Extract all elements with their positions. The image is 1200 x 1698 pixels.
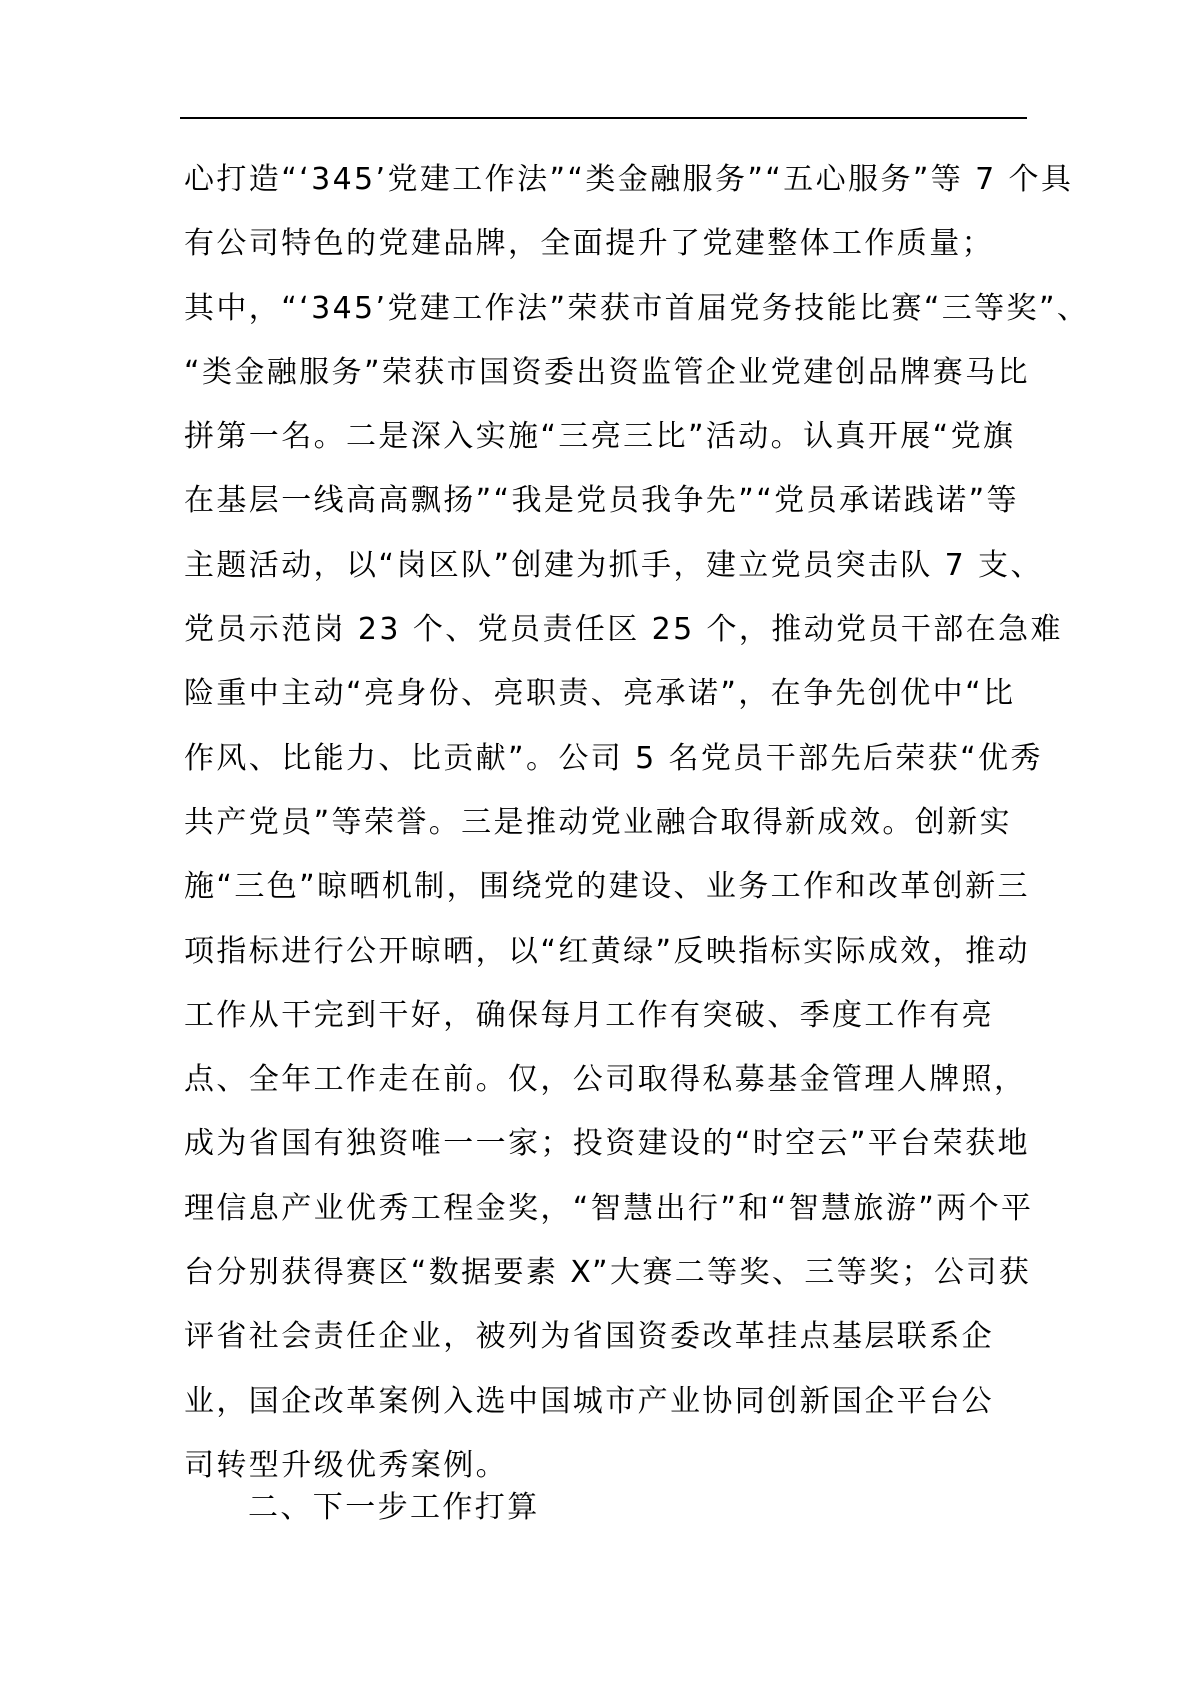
text-line: 项指标进行公开晾晒，以“红黄绿”反映指标实际成效，推动 bbox=[184, 933, 1030, 969]
section-heading: 二、下一步工作打算 bbox=[248, 1490, 540, 1525]
text-line: 其中，“‘345’党建工作法”荣获市首届党务技能比赛“三等奖”、 bbox=[184, 290, 1090, 326]
header-rule bbox=[180, 117, 1027, 119]
text-line: 评省社会责任企业，被列为省国资委改革挂点基层联系企 bbox=[184, 1319, 994, 1355]
text-line: 心打造“‘345’党建工作法”“类金融服务”“五心服务”等 7 个具 bbox=[184, 162, 1074, 197]
text-line: 台分别获得赛区“数据要素 X”大赛二等奖、三等奖；公司获 bbox=[184, 1255, 1032, 1291]
text-line: 施“三色”晾晒机制，围绕党的建设、业务工作和改革创新三 bbox=[184, 869, 1030, 905]
text-line: 有公司特色的党建品牌，全面提升了党建整体工作质量； bbox=[184, 226, 994, 262]
text-line: 业，国企改革案例入选中国城市产业协同创新国企平台公 bbox=[184, 1383, 994, 1419]
text-line: 主题活动，以“岗区队”创建为抓手，建立党员突击队 7 支、 bbox=[184, 547, 1043, 583]
body-paragraph bbox=[184, 148, 1090, 1498]
text-line: 拼第一名。二是深入实施“三亮三比”活动。认真开展“党旗 bbox=[184, 419, 1016, 455]
text-line: 工作从干完到干好，确保每月工作有突破、季度工作有亮 bbox=[184, 997, 994, 1033]
text-line: 在基层一线高高飘扬”“我是党员我争先”“党员承诺践诺”等 bbox=[184, 483, 1019, 519]
text-line: 险重中主动“亮身份、亮职责、亮承诺”，在争先创优中“比 bbox=[184, 676, 1016, 712]
text-line: 点、全年工作走在前。仅，公司取得私募基金管理人牌照， bbox=[184, 1062, 1027, 1098]
text-line: 党员示范岗 23 个、党员责任区 25 个，推动党员干部在急难 bbox=[184, 612, 1063, 648]
text-line: 作风、比能力、比贡献”。公司 5 名党员干部先后荣获“优秀 bbox=[184, 740, 1043, 776]
text-line: 共产党员”等荣誉。三是推动党业融合取得新成效。创新实 bbox=[184, 804, 1012, 840]
text-line: 理信息产业优秀工程金奖，“智慧出行”和“智慧旅游”两个平 bbox=[184, 1190, 1034, 1226]
text-line: 司转型升级优秀案例。 bbox=[184, 1447, 508, 1483]
text-line: “类金融服务”荣获市国资委出资监管企业党建创品牌赛马比 bbox=[184, 354, 1030, 390]
text-line: 成为省国有独资唯一一家；投资建设的“时空云”平台荣获地 bbox=[184, 1126, 1030, 1162]
